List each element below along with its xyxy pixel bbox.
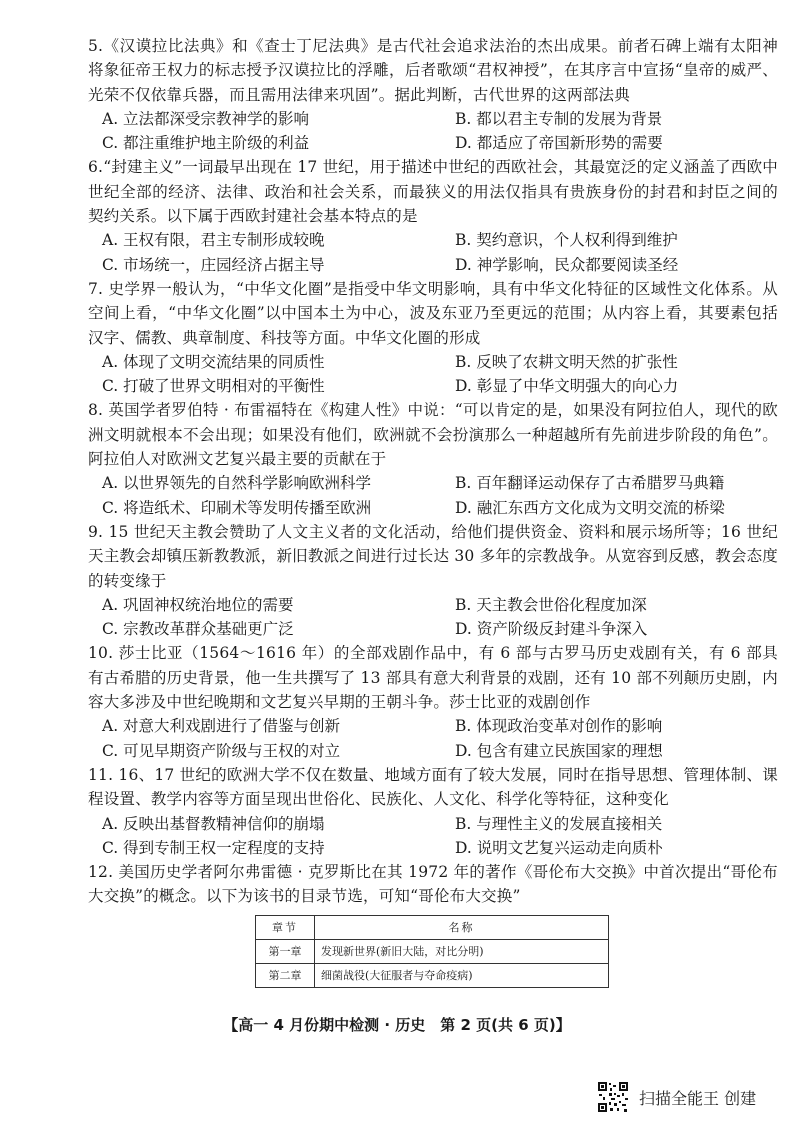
option-grid: [88, 107, 778, 156]
option-c: C. 打破了世界文明相对的平衡性: [102, 377, 325, 396]
question-stem: 8. 英国学者罗伯特 · 布雷福特在《构建人性》中说：“可以肯定的是，如果没有阿拉伯人，现代的欧洲文明就根本不会出现；如果没有他们，欧洲就不会扮演那么一种超越所有先前进步阶段的角色”。阿拉伯人对欧洲文艺复兴最主要的贡献在于: [88, 401, 778, 469]
question-11: [88, 763, 778, 860]
chapter-cell: 第二章: [256, 963, 315, 987]
question-list: [88, 34, 778, 988]
question-stem: 6.“封建主义”一词最早出现在 17 世纪，用于描述中世纪的西欧社会，其最宽泛的定义涵盖了西欧中世纪全部的经济、法律、政治和社会关系，而最狭义的用法仅指具有贵族身份的封君和封臣之间的契约关系。以下属于西欧封建社会基本特点的是: [88, 158, 778, 226]
header-name: 名称: [315, 915, 609, 939]
option-b: B. 与理性主义的发展直接相关: [455, 814, 663, 833]
chapter-cell: 第一章: [256, 939, 315, 963]
question-stem: 7. 史学界一般认为，“中华文化圈”是指受中华文明影响，具有中华文化特征的区域性文化体系。从空间上看，“中华文化圈”以中国本土为中心，波及东亚乃至更远的范围；从内容上看，其要素包括汉字、儒教、典章制度、科技等方面。中华文化圈的形成: [88, 279, 778, 347]
option-b: B. 都以君主专制的发展为背景: [455, 109, 663, 128]
question-12: [88, 860, 778, 988]
option-c: C. 宗教改革群众基础更广泛: [102, 620, 294, 639]
option-d: D. 都适应了帝国新形势的需要: [455, 134, 663, 153]
header-chapter: 章节: [256, 915, 315, 939]
option-d: D. 神学影响，民众都要阅读圣经: [455, 255, 679, 274]
option-grid: [88, 812, 778, 861]
option-b: B. 百年翻译运动保存了古希腊罗马典籍: [455, 474, 725, 493]
question-stem: 5.《汉谟拉比法典》和《查士丁尼法典》是古代社会追求法治的杰出成果。前者石碑上端有太阳神将象征帝王权力的标志授予汉谟拉比的浮雕，后者歌颂“君权神授”，在其序言中宣扬“皇帝的威严、光荣不仅依靠兵器，而且需用法律来巩固”。据此判断，古代世界的这两部法典: [88, 37, 778, 104]
option-c: C. 得到专制王权一定程度的支持: [102, 838, 325, 857]
question-stem: 9. 15 世纪天主教会赞助了人文主义者的文化活动，给他们提供资金、资料和展示场所等；16 世纪天主教会却镇压新教教派，新旧教派之间进行过长达 30 多年的宗教战争。从宽容到反感，教会态度的转变缘于: [88, 522, 778, 590]
title-cell: 发现新世界(新旧大陆，对比分明): [315, 939, 609, 963]
page-footer: 【高一 4 月份期中检测 · 历史 第 2 页(共 6 页)】: [223, 1016, 571, 1034]
question-9: [88, 520, 778, 641]
question-8: [88, 398, 778, 519]
option-a: A. 巩固神权统治地位的需要: [102, 595, 294, 614]
option-d: D. 资产阶级反封建斗争深入: [455, 620, 648, 639]
table-row: [256, 939, 609, 963]
option-grid: [88, 471, 778, 520]
option-a: A. 体现了文明交流结果的同质性: [102, 352, 325, 371]
option-grid: [88, 228, 778, 277]
question-stem: 10. 莎士比亚（1564～1616 年）的全部戏剧作品中，有 6 部与古罗马历史戏剧有关，有 6 部具有古希腊的历史背景，他一生共撰写了 13 部具有意大利背景的戏剧，还有 10 部不列颠历史剧，内容大多涉及中世纪晚期和文艺复兴早期的王朝斗争。莎士比亚的戏剧创作: [88, 644, 778, 712]
option-a: A. 王权有限，君主专制形成较晚: [102, 231, 325, 250]
option-b: B. 天主教会世俗化程度加深: [455, 595, 647, 614]
option-a: A. 对意大利戏剧进行了借鉴与创新: [102, 717, 341, 736]
table-row: [256, 963, 609, 987]
question-stem: 12. 美国历史学者阿尔弗雷德 · 克罗斯比在其 1972 年的著作《哥伦布大交换》中首次提出“哥伦布大交换”的概念。以下为该书的目录节选，可知“哥伦布大交换”: [88, 863, 778, 906]
question-stem: 11. 16、17 世纪的欧洲大学不仅在数量、地域方面有了较大发展，同时在指导思想、管理体制、课程设置、教学内容等方面呈现出世俗化、民族化、人文化、科学化等特征，这种变化: [88, 765, 778, 809]
option-a: A. 以世界领先的自然科学影响欧洲科学: [102, 474, 372, 493]
option-d: D. 融汇东西方文化成为文明交流的桥梁: [455, 498, 725, 517]
option-grid: [88, 350, 778, 399]
option-c: C. 市场统一，庄园经济占据主导: [102, 255, 325, 274]
option-c: C. 可见早期资产阶级与王权的对立: [102, 741, 341, 760]
table-of-contents: [255, 915, 609, 988]
scanner-watermark: [597, 1081, 756, 1113]
option-d: D. 包含有建立民族国家的理想: [455, 741, 663, 760]
option-a: A. 立法都深受宗教神学的影响: [102, 109, 310, 128]
title-cell: 细菌战役(大征服者与夺命疫病): [315, 963, 609, 987]
option-grid: [88, 593, 778, 642]
option-b: B. 反映了农耕文明天然的扩张性: [455, 352, 678, 371]
question-5: [88, 34, 778, 155]
option-a: A. 反映出基督教精神信仰的崩塌: [102, 814, 325, 833]
scanner-app-label: 扫描全能王 创建: [639, 1088, 757, 1108]
question-7: [88, 277, 778, 398]
option-c: C. 将造纸术、印刷术等发明传播至欧洲: [102, 498, 372, 517]
qr-code-icon: [597, 1081, 629, 1113]
option-c: C. 都注重维护地主阶级的利益: [102, 134, 310, 153]
question-10: [88, 641, 778, 762]
option-grid: [88, 714, 778, 763]
option-b: B. 契约意识，个人权利得到维护: [455, 231, 678, 250]
table-header-row: [256, 915, 609, 939]
option-d: D. 说明文艺复兴运动走向质朴: [455, 838, 663, 857]
question-6: [88, 155, 778, 276]
option-d: D. 彰显了中华文明强大的向心力: [455, 377, 679, 396]
option-b: B. 体现政治变革对创作的影响: [455, 717, 663, 736]
